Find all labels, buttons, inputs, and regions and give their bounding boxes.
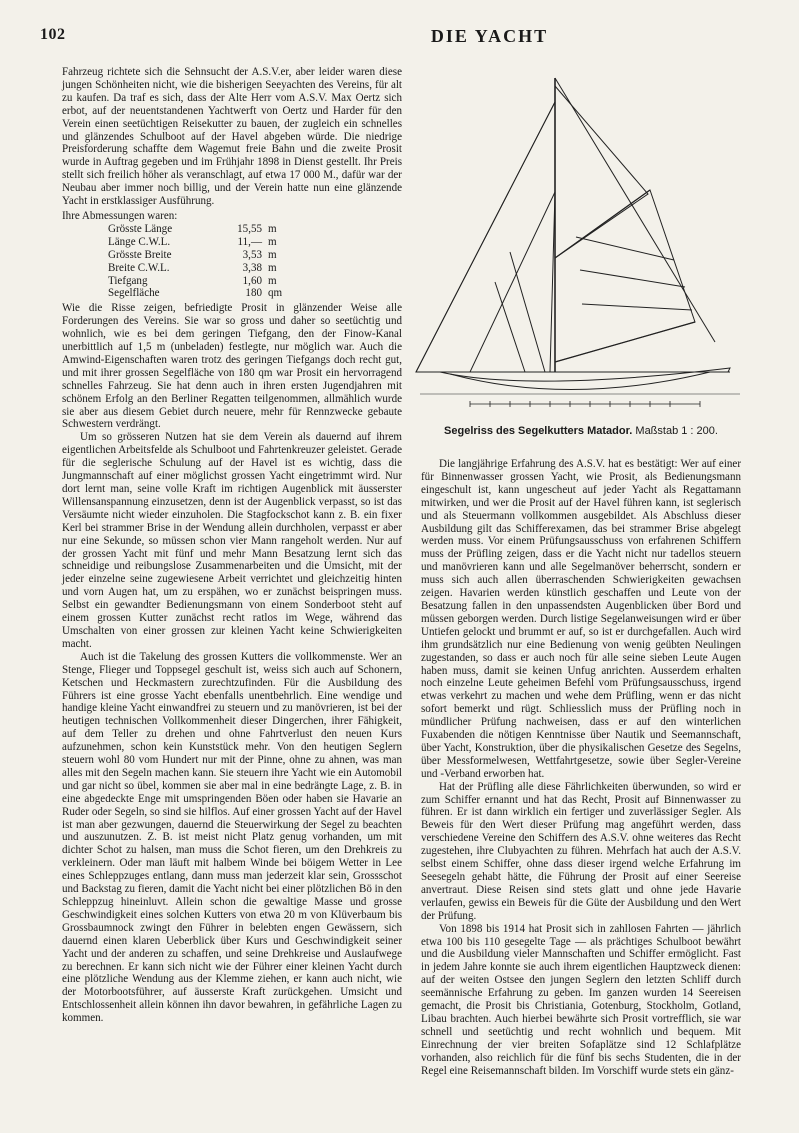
sail-plan-drawing <box>410 72 755 427</box>
dimension-row <box>108 236 282 249</box>
dimension-label: Breite C.W.L. <box>108 261 170 274</box>
caption-title: Segelriss des Segelkutters Matador. <box>444 425 633 437</box>
left-column <box>62 66 402 1025</box>
paragraph: Die langjährige Erfahrung des A.S.V. hat es bestätigt: Wer auf einer für Binnenwasser grossen Yacht, wie Prosit, als Bedienungsmann eingeschult ist, kann ungescheut auf jeder Yacht als Regattamann mitwirken, und wer die Prosit auf der Havel führen kann, ist seglerisch und als Steuermann vollkommen ausgebildet. Als Abschluss dieser Ausbildung gilt das Schifferexamen, das bei strammer Brise abgelegt werden muss. Vor einem Prüfungsausschuss von erfahrenen Schiffern muss der Prüfling zeigen, dass er die Yacht nicht nur tadellos steuern und manövrieren kann und alle Segelmanöver beherrscht, sondern er muss sich auch allen überraschenden Schwierigkeiten gewachsen zeigen. Havarien werden künstlich geschaffen und Leute von der Besatzung fallen in den unpassendsten Augenblicken über Bord und müssen geborgen werden. Durch listige Segelanweisungen wird er über Untiefen gelockt und brummt er auf, so ist er durchgefallen. Auch wird ihm grundsätzlich nur eine Bedienung von wenig geübten Neulingen zugestanden, so dass er auch noch für alle seine sieben Leute Augen haben muss, damit sie keinen Unfug anrichten. Ausserdem erhalten noch einzelne Leute geheimen Befehl vom Prüfungsausschuss, irgend etwas verkehrt zu machen und wehe dem Prüfling, wenn er das nicht sofort bemerkt und rügt. Schliesslich muss der Prüfling noch in mündlicher Prüfung nachweisen, dass er auf den winterlichen Fuxabenden die nötigen Kenntnisse über Nautik und Seemannschaft, über Yacht, Konstruktion, über die physikalischen Gesetze des Segelns, über Messformelwesen, Wettfahrtgesetze, sowie über Segler-Vereine und -Verband erworben hat. <box>421 458 741 780</box>
dimension-unit: m <box>268 274 277 287</box>
running-head: DIE YACHT <box>430 26 549 46</box>
mainsail-outline <box>555 190 695 362</box>
dimension-value: 11,— <box>237 235 262 248</box>
dimensions-table <box>108 223 282 300</box>
hull-outline <box>440 368 730 381</box>
dimension-value: 1,60 <box>242 274 262 287</box>
figure-caption <box>421 425 741 437</box>
reef-line <box>582 304 692 310</box>
dimension-value: 3,53 <box>242 248 262 261</box>
dimension-row <box>108 249 282 262</box>
dimension-row <box>108 223 282 236</box>
caption-scale: Maßstab 1 : 200. <box>635 425 718 437</box>
sail-seam-line <box>510 252 545 372</box>
sail-plan-figure <box>410 72 755 427</box>
dimension-row <box>108 262 282 275</box>
paragraph: Hat der Prüfling alle diese Fährlichkeiten überwunden, so wird er zum Schiffer ernannt und hat das Recht, Prosit auf Binnenwasser zu führen. Er ist dann wirklich ein fertiger und zuverlässiger Segler. Als Beweis für den Wert dieser Prüfung mag angeführt werden, dass verschiedene Vereine den Schiffern des A.S.V. ohne weiteres das Recht zugestehen, ihre Clubyachten zu führen. Mehrfach hat auch der A.S.V. selbst einem Schiffer, ohne dass dieser irgend welche Erfahrung im Seesegeln gehabt hätte, die Führung der Prosit auf einer Seereise anvertraut. Diese Reisen sind stets glatt und ohne jede Havarie verlaufen, gewiss ein Beweis für die Güte der Ausbildung und den Wert der Prüfung. <box>421 780 741 922</box>
staysail-outline <box>470 192 555 372</box>
dimension-label: Segelfläche <box>108 287 160 300</box>
dimension-value: 180 <box>245 287 262 300</box>
dimension-label: Grösste Länge <box>108 222 173 235</box>
dimension-unit: qm <box>268 287 283 300</box>
dimension-row <box>108 287 282 300</box>
dimension-label: Tiefgang <box>108 274 148 287</box>
reef-line <box>580 270 685 287</box>
dimension-value: 15,55 <box>237 222 262 235</box>
sail-seam-line <box>495 282 525 372</box>
paragraph: Auch ist die Takelung des grossen Kutters die vollkommenste. Wer an Stenge, Flieger und Toppsegel geschult ist, weiss sich auch auf Schonern, Ketschen und Heckmastern zurechtzufinden. Für die Ausbildung des Führers ist eine grosse Yacht ebenfalls unentbehrlich. Eine wendige und handige kleine Yacht einwandfrei zu steuern und zu manövrieren, ist bei der heutigen technischen Vollkommenheit dieser Dingerchen, ihrer Fähigkeit, auf dem Teller zu drehen und ohne Fahrtverlust den neuen Kurs aufzunehmen, schon kein Kunststück mehr. Von den heutigen Seglern steuern wohl 80 vom Hundert nur mit der Pinne, ohne zu ahnen, was man alles mit den Segeln machen kann. Sie steuern ihre Yacht wie ein Automobil und gar nicht so übel, kommen sie aber mal in eine bedrängte Lage, z. B. in eine abgedeckte Enge mit umspringenden Böen oder haben sie Havarie an Ruder oder Segeln, so sind sie hilflos. Auf einer grossen Yacht auf der Havel ist man aber gezwungen, dauernd die Steuerwirkung der Segel zu beachten und auszunutzen. Z. B. ist meist nicht Platz genug vorhanden, um mit dichter Schot zu halsen, man muss die Schot fieren, um den Drehkreis zu verkleinern. Oder man läuft mit halbem Winde bei böigem Wetter in Lee eines Schleppzuges entlang, dann muss man jederzeit klar sein, Grossschot und Backstag zu fieren, damit die Yacht nicht bei einer plötzlichen Bö in den Schleppzug hineinluvt. Allein schon die gewaltige Masse und grosse Geschwindigkeit eines solchen Kutters von etwa 20 m von Klüverbaum bis Grossbaumnock zwingt den Führer in belebten engen Gewässern, sich dauernd einen klaren Ueberblick über Kurs und Geschwindigkeit seiner Yacht und der anderen zu schaffen, und seine Drehkreise und Auslaufwege zu berechnen. Er kann sich nicht wie der Führer einer kleinen Yacht durch eine plötzliche Wendung aus der Klemme ziehen, er kann auch nicht, wie der Motorbootsführer, auf äusserste Kraft zurückgehen. Umsicht und Entschlossenheit allein können ihn davor bewahren, in gefährliche Lagen zu kommen. <box>62 650 402 1025</box>
dimension-unit: m <box>268 222 277 235</box>
backstay-line <box>555 78 715 342</box>
dimensions-block <box>62 210 402 300</box>
paragraph: Um so grösseren Nutzen hat sie dem Verein als dauernd auf ihrem eigentlichen Arbeitsfelde als Schulboot und Fahrtenkreuzer geleistet. Gerade für die seglerische Schulung auf der Havel ist es wichtig, dass die Jungmannschaft auf einer möglichst grossen Yacht eingetrimmt wird. Nur dort lernt man, seine volle Kraft im richtigen Augenblick mit äusserster Willensanspannung einzusetzen, denn ist der Augenblick verpasst, so ist das Versäumte nicht wieder einzuholen. Die Stagfockschot kann z. B. ein fixer Kerl bei strammer Brise in der Wendung allein durchholen, verpasst er aber nur eine Sekunde, so müssen schon vier Mann rangeholt werden. Nur auf der grossen Yacht mit fünf und mehr Mann Besatzung lernt sich das schneidige und reibungslose Zusammenarbeiten und die Umsicht, mit der jeder einzelne seine zugewiesene Arbeit verrichtet und gleichzeitig hinten und vorn Augen hat, um zu erspähen, wo er zunächst beispringen muss. Selbst ein gewandter Bedienungsmann von einem Sonderboot steht auf einem grossen Kutter zunächst recht ratlos im Wege, während das Umschalten von einer grossen zur kleinen Yacht keine Schwierigkeiten macht. <box>62 431 402 650</box>
dimension-label: Länge C.W.L. <box>108 235 171 248</box>
paragraph: Fahrzeug richtete sich die Sehnsucht der A.S.V.er, aber leider waren diese jungen Schönheiten nicht, wie die bisherigen Seeyachten des Vereins, für alt zu kaufen. Da traf es sich, dass der Alte Herr vom A.S.V. Max Oertz sich erbot, auf der neuentstandenen Yachtwerft von Oertz und Harder für den Verein einen seetüchtigen Reisekutter zu bauen, der zugleich ein schnelles und glänzendes Schulboot auf der Havel abgeben würde. Die niedrige Preisforderung schaffte dem Wagemut freie Bahn und die zweite Prosit wurde in Auftrag gegeben und im Frühjahr 1898 in Dienst gestellt. Ihr Preis stellt sich freilich höher als veranschlagt, auf etwa 17 000 M., dafür war der Neubau aber immer noch billig, und der Verein hatte nun eine glänzende Yacht in erstklassiger Ausführung. <box>62 66 402 208</box>
dimension-row <box>108 275 282 288</box>
topsail-outline <box>555 86 648 258</box>
paragraph: Von 1898 bis 1914 hat Prosit sich in zahllosen Fahrten — jährlich etwa 100 bis 110 gesegelte Tage — als prächtiges Schulboot bewährt und die Ausbildung vieler Mannschaften und Schiffer ermöglicht. Fast in jedem Jahre konnte sie auch ihrem eigentlichen Hauptzweck dienen: auf der weiten Ostsee den jungen Seglern den letzten Schliff durch seemännische Erfahrung zu geben. Im ganzen wurden 14 Seereisen gemacht, die Prosit bis Christiania, Gotenburg, Stockholm, Gotland, Libau brachten. Auch hierbei bewährte sich Prosit vortrefflich, sie war schnell und seetüchtig und recht wohnlich und bequem. Mit Einrechnung der vier breiten Sofaplätze sind 12 Schlafplätze vorhanden, also reichlich für die fünf bis sechs Studenten, die in der Regel eine Reisemannschaft bilden. Im Vorschiff wurde stets ein gänz- <box>421 922 741 1077</box>
dimension-unit: m <box>268 235 277 248</box>
dimension-value: 3,38 <box>242 261 262 274</box>
right-column <box>421 458 741 1078</box>
dimension-label: Grösste Breite <box>108 248 172 261</box>
dimension-unit: m <box>268 261 277 274</box>
paragraph: Wie die Risse zeigen, befriedigte Prosit in glänzender Weise alle Forderungen des Vereins. Sie war so gross und daher so seetüchtig und wohnlich, wie es bei dem geringen Tiefgang, den der Finow-Kanal unerbittlich auf 1,5 m (unbeladen) festlegte, nur möglich war. Auch die Amwind-Eigenschaften waren trotz des geringen Tiefgangs doch recht gut, und mit ihrer grossen Segelfläche von 180 qm war Prosit ein hervorragend schnelles Fahrzeug. Sie hat denn auch in ihren ersten Jugendjahren mit schönem Erfolg an den Berliner Regatten teilgenommen, allmählich wurde sie aber aus diesem Gebiet durch neuere, mehr für Rennzwecke gebaute Schwestern verdrängt. <box>62 302 402 431</box>
page-number: 102 <box>40 26 66 43</box>
dimension-unit: m <box>268 248 277 261</box>
dimensions-intro: Ihre Abmessungen waren: <box>62 209 178 222</box>
reef-line <box>576 237 674 260</box>
